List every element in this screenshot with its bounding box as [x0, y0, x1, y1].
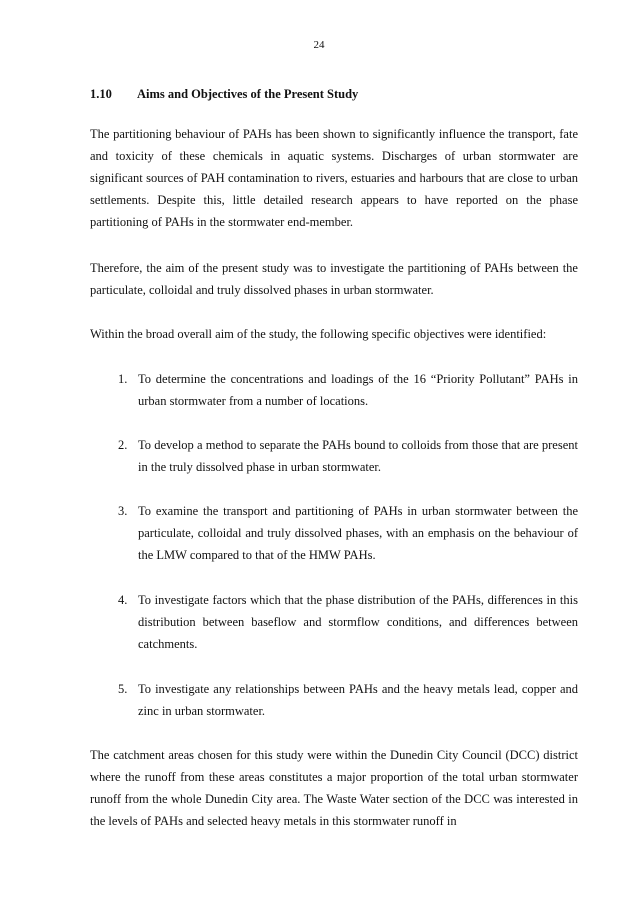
section-heading	[90, 87, 358, 102]
objective-marker: 5.	[118, 682, 128, 696]
page-number: 24	[313, 39, 325, 51]
objective-marker: 3.	[118, 504, 128, 518]
closing-paragraph: The catchment areas chosen for this study were within the Dunedin City Council (DCC) district where the runoff from these areas constitutes a major proportion of the total urban stormwater runoff from the whole Dunedin City area. The Waste Water section of the DCC was interested in the levels of PAHs and selected heavy metals in this stormwater runoff in	[90, 748, 578, 828]
objective-item	[118, 368, 578, 412]
objective-text: To investigate any relationships between PAHs and the heavy metals lead, copper and zinc in urban stormwater.	[138, 682, 578, 718]
objective-marker: 1.	[118, 372, 128, 386]
objectives-intro-paragraph: Within the broad overall aim of the study, the following specific objectives were identified:	[90, 327, 547, 341]
objective-text: To develop a method to separate the PAHs bound to colloids from those that are present in the truly dissolved phase in urban stormwater.	[138, 438, 578, 474]
section-title: Aims and Objectives of the Present Study	[137, 87, 359, 101]
intro-paragraph: The partitioning behaviour of PAHs has been shown to significantly influence the transport, fate and toxicity of these chemicals in aquatic systems. Discharges of urban stormwater are significant sources of PAH contamination to rivers, estuaries and harbours that are close to urban settlements. Despite this, little detailed research appears to have reported on the phase partitioning of PAHs in the stormwater end-member.	[90, 127, 578, 229]
objective-text: To examine the transport and partitioning of PAHs in urban stormwater between the particulate, colloidal and truly dissolved phases, with an emphasis on the behaviour of the LMW compared to that of the HMW PAHs.	[138, 504, 578, 562]
objective-marker: 4.	[118, 593, 128, 607]
section-number: 1.10	[90, 87, 112, 101]
objective-item	[118, 589, 578, 655]
objective-item	[118, 434, 578, 478]
objective-text: To investigate factors which that the phase distribution of the PAHs, differences in this distribution between baseflow and stormflow conditions, and differences between catchments.	[138, 593, 578, 651]
objective-item	[118, 678, 578, 722]
objective-marker: 2.	[118, 438, 128, 452]
aim-paragraph: Therefore, the aim of the present study was to investigate the partitioning of PAHs between the particulate, colloidal and truly dissolved phases in urban stormwater.	[90, 261, 578, 297]
objective-text: To determine the concentrations and loadings of the 16 “Priority Pollutant” PAHs in urban stormwater from a number of locations.	[138, 372, 578, 408]
objective-item	[118, 500, 578, 566]
